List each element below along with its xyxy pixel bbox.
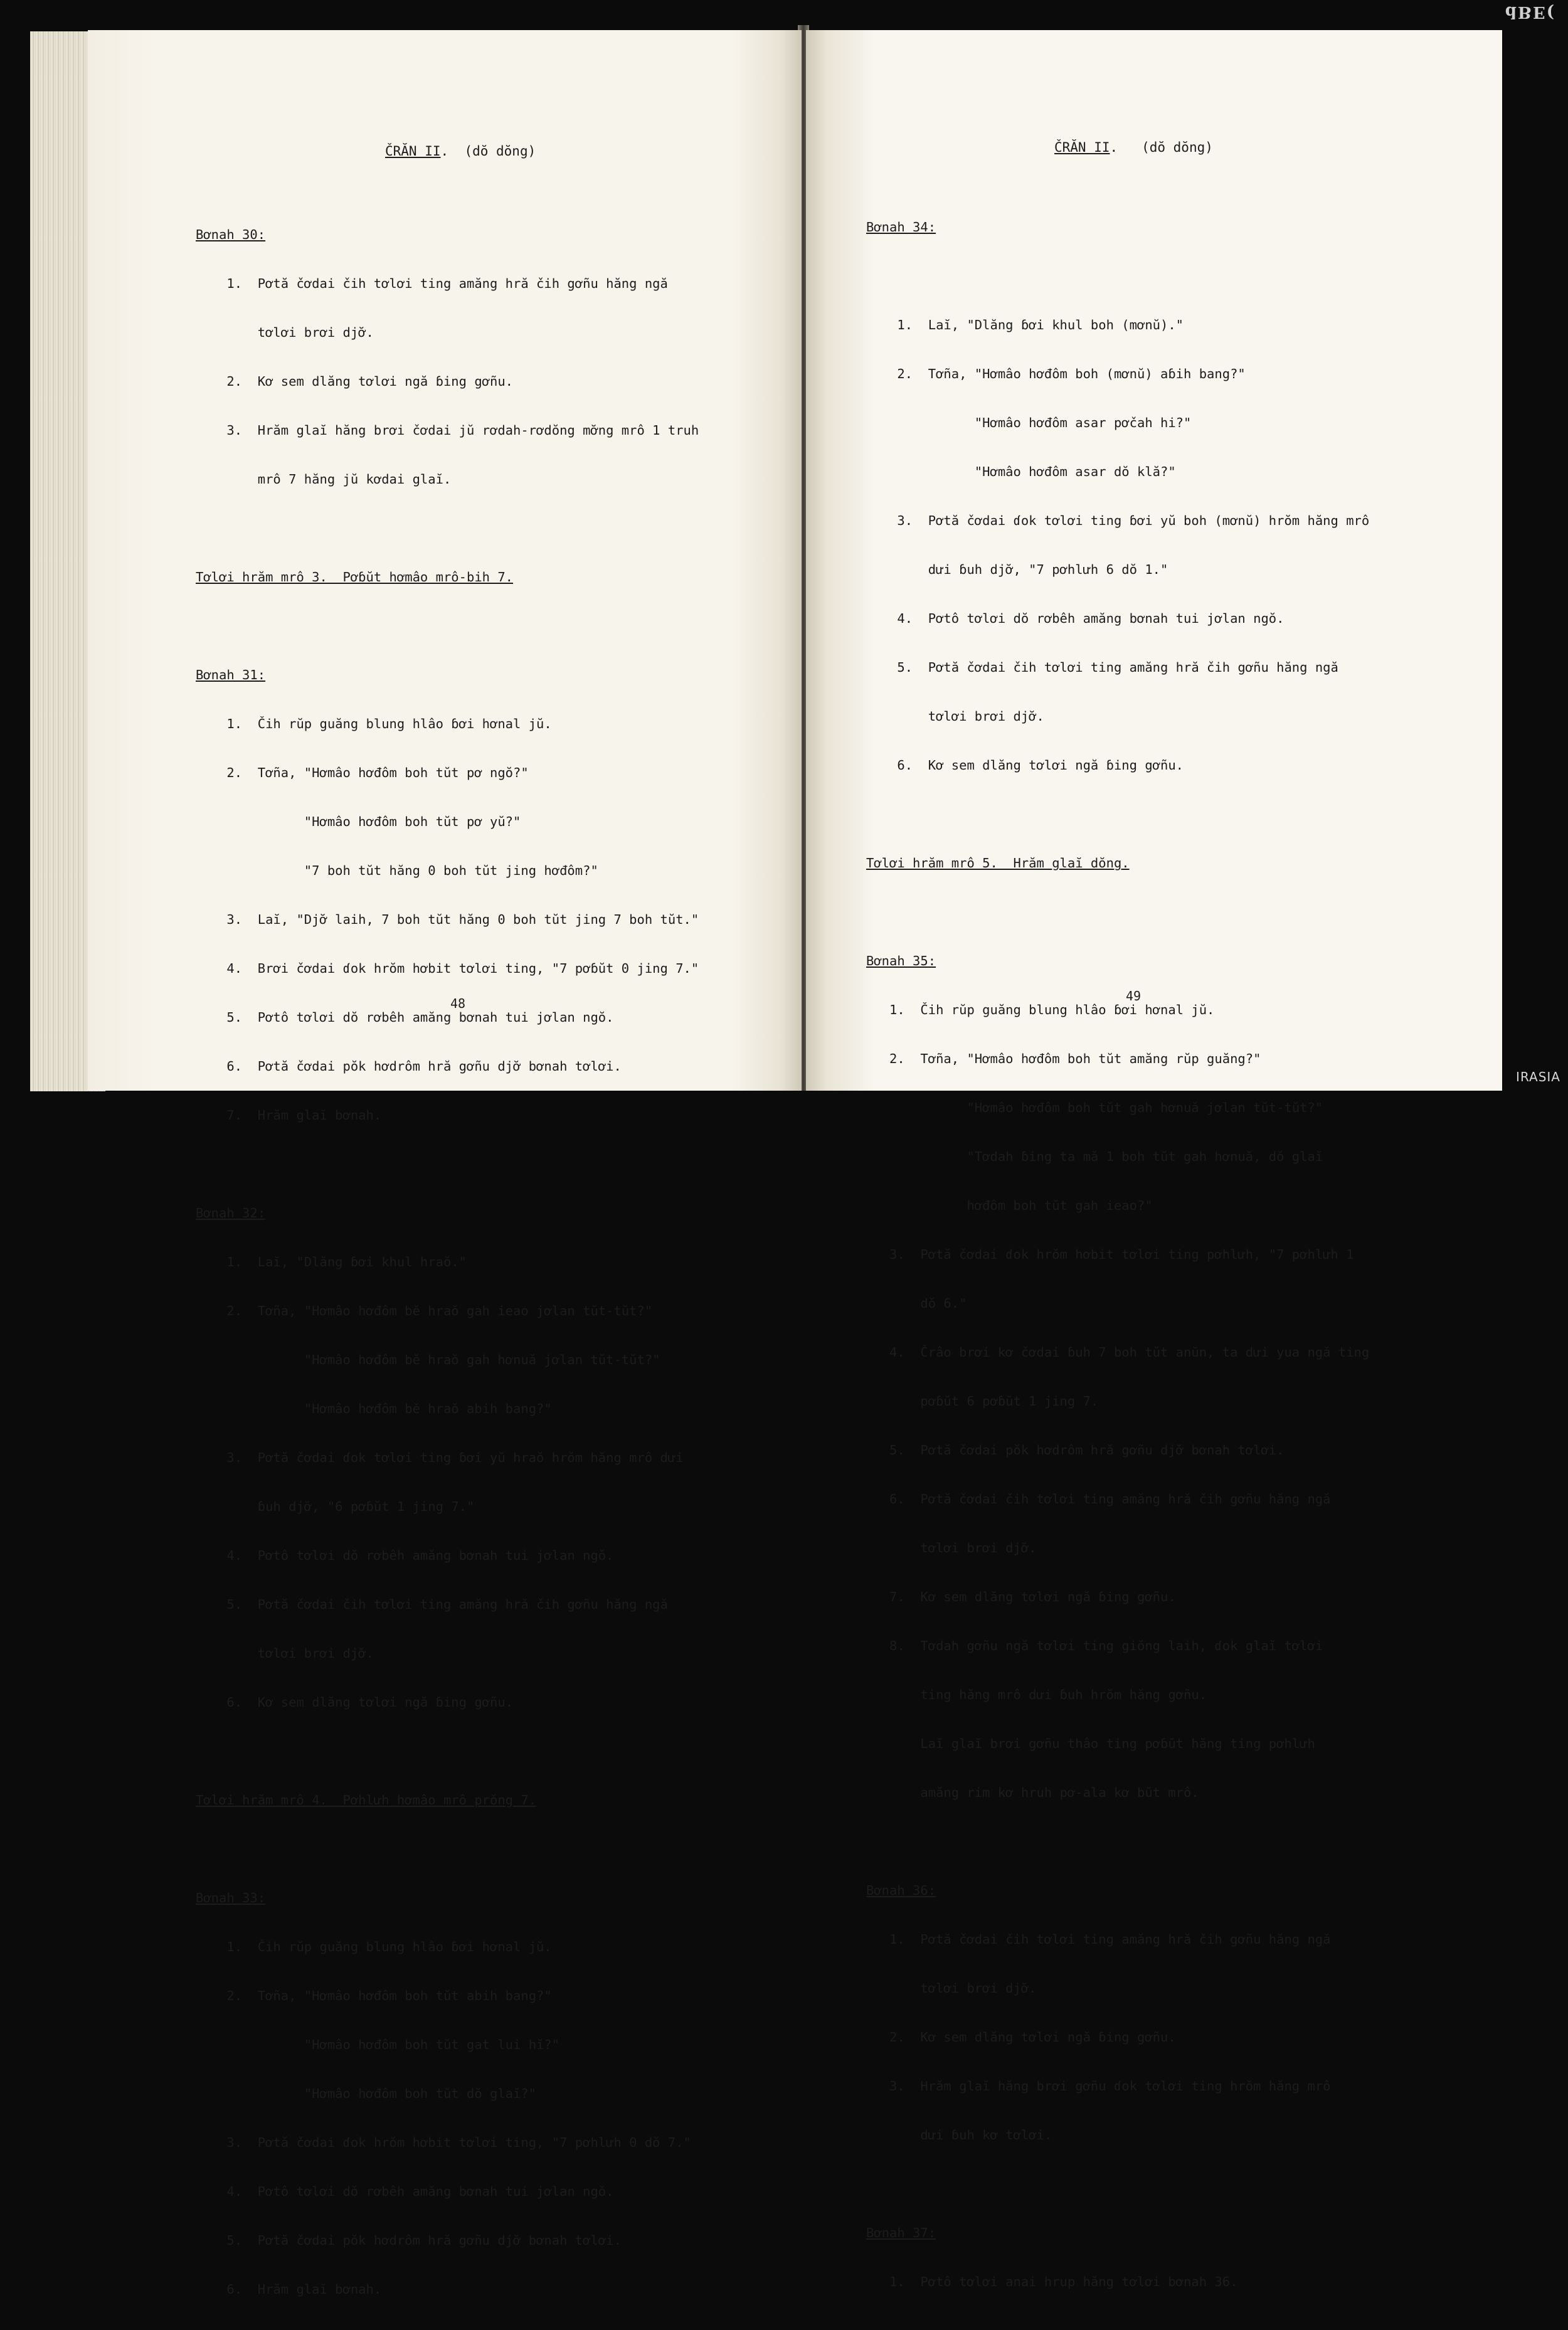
list-item: "Hơmâo hơđôm bĕ hraŏ gah hơnuă jơlan tŭt-tŭt?" xyxy=(196,1352,660,1367)
corner-text: dBE( xyxy=(1505,3,1555,21)
list-item: 1. Laĭ, "Dlăng ɓơi khul boh (mơnŭ)." xyxy=(866,317,1184,332)
right-page-number: 49 xyxy=(1126,988,1142,1003)
list-item: amăng rim kơ hruh pơ-ala kơ bŭt mrô. xyxy=(866,1785,1199,1800)
left-section-30 xyxy=(196,194,699,2330)
list-item: "Hơmâo hơđôm boh tŭt gat lui hĭ?" xyxy=(196,2037,560,2052)
list-item: "7 boh tŭt hăng 0 boh tŭt jing hơđôm?" xyxy=(196,863,598,878)
section-title: Bơnah 37: xyxy=(866,2225,936,2240)
list-item: 2. Tơña, "Hơmâo hơđôm boh tŭt pơ ngŏ?" xyxy=(196,765,529,780)
list-item: 6. Kơ sem dlăng tơlơi ngă ɓing gơñu. xyxy=(866,758,1184,773)
list-item: 1. Pơtă čơdai čih tơlơi ting amăng hră čih gơñu hăng ngă xyxy=(866,1932,1331,1947)
list-item: 1. Čih rŭp guăng blung hlâo ɓơi hơnal jŭ. xyxy=(196,1939,552,1954)
list-item: 2. Tơña, "Hơmâo hơđôm boh tŭt abih bang?" xyxy=(196,1988,552,2003)
list-item: 4. Črâo brơi kơ čơdai ɓuh 7 boh tŭt anŭn, ta dưi yua ngă ting xyxy=(866,1345,1370,1360)
list-item: tơlơi brơi djơ̆. xyxy=(196,1646,374,1661)
list-item: 1. Pơtô tơlơi anai hrup hăng tơlơi bơnah 36. xyxy=(866,2274,1238,2289)
list-item: hơđôm boh tŭt gah ieao?" xyxy=(866,1198,1153,1213)
list-item: 2. Tơña, "Hơmâo hơđôm bĕ hraŏ gah ieao jơlan tŭt-tŭt?" xyxy=(196,1303,653,1318)
list-item: 7. Kơ sem dlăng tơlơi ngă ɓing gơñu. xyxy=(866,1589,1176,1604)
list-item: "Hơmâo hơđôm boh tŭt pơ yŭ?" xyxy=(196,814,521,829)
list-item: 5. Pơtă čơdai čih tơlơi ting amăng hră čih gơñu hăng ngă xyxy=(196,1597,668,1612)
list-item: 4. Pơtô tơlơi dŏ rơbêh amăng bơnah tui jơlan ngŏ. xyxy=(196,2184,614,2199)
list-item: 4. Pơtô tơlơi dŏ rơbêh amăng bơnah tui jơlan ngŏ. xyxy=(196,1548,614,1563)
watermark: IRASIA xyxy=(1516,1069,1560,1084)
list-item: ɓuh djơ̆, "6 pơɓŭt 1 jing 7." xyxy=(196,1499,475,1514)
list-item: 3. Laĭ, "Djơ̆ laih, 7 boh tŭt hăng 0 boh tŭt jing 7 boh tŭt." xyxy=(196,912,699,927)
list-item: dŏ 6." xyxy=(866,1296,967,1311)
list-item: 1. Pơtă čơdai čih tơlơi ting amăng hră čih gơñu hăng ngă xyxy=(196,276,668,291)
section-title: Bơnah 31: xyxy=(196,667,266,682)
list-item: tơlơi brơi djơ̆. xyxy=(866,1981,1037,1996)
section-title: Bơnah 32: xyxy=(196,1205,266,1221)
list-item: ting hăng mrô dưi ɓuh hrŏm hăng gơñu. xyxy=(866,1687,1207,1702)
list-item: "Hơmâo hơđôm boh tŭt dŏ glaĭ?" xyxy=(196,2086,537,2101)
list-item: dưi ɓuh djơ̆, "7 pơhlưh 6 dŏ 1." xyxy=(866,562,1168,577)
lesson-title: Tơlơi hrăm mrô 3. Pơɓŭt hơmâo mrô-bih 7. xyxy=(196,569,514,585)
list-item: 2. Tơña, "Hơmâo hơđôm boh tŭt amăng rŭp guăng?" xyxy=(866,1051,1261,1066)
left-heading xyxy=(385,143,536,159)
section-title: Bơnah 33: xyxy=(196,1890,266,1905)
list-item: dưi ɓuh kơ tơlơi. xyxy=(866,2127,1052,2142)
section-title: Bơnah 34: xyxy=(866,220,936,235)
list-item: "Hơmâo hơđôm asar pơčah hi?" xyxy=(866,415,1192,430)
lesson-title: Tơlơi hrăm mrô 4. Pơhlưh hơmâo mrô prŏng 7. xyxy=(196,1793,537,1808)
list-item: 5. Pơtă čơdai čih tơlơi ting amăng hră čih gơñu hăng ngă xyxy=(866,660,1338,675)
list-item: 3. Pơtă čơdai ɗok tơlơi ting ɓơi yŭ hraŏ hrŏm hăng mrô dưi xyxy=(196,1450,684,1465)
list-item: "Tơdah ɓing ta mă 1 boh tŭt gah hơnuă, dŏ glaĭ xyxy=(866,1149,1323,1164)
list-item: 6. Pơtă čơdai čih tơlơi ting amăng hră čih gơñu hăng ngă xyxy=(866,1491,1331,1507)
right-heading-title: ČRĂN II xyxy=(1054,140,1110,155)
list-item: 3. Pơtă čơdai ɗok tơlơi ting ɓơi yŭ boh (mơnŭ) hrŏm hăng mrô xyxy=(866,513,1370,528)
right-heading-suffix: . (dŏ dŏng) xyxy=(1110,140,1213,155)
list-item: mrô 7 hăng jŭ kơdai glaĭ. xyxy=(196,472,452,487)
list-item: Laĭ glaĭ brơi gơñu thâo ting pơɓŭt hăng ting pơhlưh xyxy=(866,1736,1315,1751)
list-item: 6. Kơ sem dlăng tơlơi ngă ɓing gơñu. xyxy=(196,1695,514,1710)
section-title: Bơnah 35: xyxy=(866,953,936,968)
right-heading xyxy=(1054,139,1213,156)
list-item: "Hơmâo hơđôm asar dŏ klă?" xyxy=(866,464,1176,479)
section-title: Bơnah 36: xyxy=(866,1883,936,1898)
right-page xyxy=(806,30,1502,2289)
list-item: 2. Kơ sem dlăng tơlơi ngă ɓing gơñu. xyxy=(866,2030,1176,2045)
left-page xyxy=(88,30,802,2297)
list-item: 5. Pơtô tơlơi dŏ rơbêh amăng bơnah tui jơlan ngŏ. xyxy=(196,1010,614,1025)
list-item: 6. Hrăm glaĭ bơnah. xyxy=(196,2282,382,2297)
left-page-number: 48 xyxy=(450,996,466,1011)
list-item: 3. Pơtă čơdai ɗok hrŏm hơbit tơlơi ting pơhlưh, "7 pơhlưh 1 xyxy=(866,1247,1354,1262)
list-item: "Hơmâo hơđôm bĕ hraŏ abih bang?" xyxy=(196,1401,552,1416)
list-item: 2. Tơña, "Hơmâo hơđôm boh (mơnŭ) aɓih bang?" xyxy=(866,366,1246,381)
list-item: 4. Pơtô tơlơi dŏ rơbêh amăng bơnah tui jơlan ngŏ. xyxy=(866,611,1285,626)
list-item: tơlơi brơi djơ̆. xyxy=(866,709,1044,724)
list-item: tơlơi brơi djơ̆. xyxy=(196,325,374,340)
list-item: 3. Hrăm glaĭ hăng brơi čơdai jŭ rơdah-rơdŏng mơ̆ng mrô 1 truh xyxy=(196,423,699,438)
list-item: 4. Brơi čơdai ɗok hrŏm hơbit tơlơi ting, "7 pơɓŭt 0 jing 7." xyxy=(196,961,699,976)
left-heading-suffix: . (dŏ dŏng) xyxy=(440,144,536,159)
list-item: 6. Pơtă čơdai pŏk hơdrôm hră gơñu djơ̆ bơnah tơlơi. xyxy=(196,1059,622,1074)
list-item: 2. Kơ sem dlăng tơlơi ngă ɓing gơñu. xyxy=(196,374,514,389)
list-item: 3. Hrăm glaĭ hăng brơi gơñu ɗok tơlơi ting hrŏm hăng mrô xyxy=(866,2078,1331,2094)
left-heading-title: ČRĂN II xyxy=(385,144,441,159)
section-title: Bơnah 30: xyxy=(196,227,266,242)
list-item: 3. Pơtă čơdai ɗok hrŏm hơbit tơlơi ting, "7 pơhlưh 0 dŏ 7." xyxy=(196,2135,691,2150)
list-item: 7. Hrăm glaĭ bơnah. xyxy=(196,1108,382,1123)
list-item: 1. Čih rŭp guăng blung hlâo ɓơi hơnal jŭ. xyxy=(196,716,552,731)
list-item: 5. Pơtă čơdai pŏk hơdrôm hră gơñu djơ̆ bơnah tơlơi. xyxy=(196,2233,622,2248)
list-item: pơɓŭt 6 pơɓŭt 1 jing 7. xyxy=(866,1394,1099,1409)
list-item: "Hơmâo hơđôm boh tŭt gah hơnuă jơlan tŭt-tŭt?" xyxy=(866,1100,1323,1115)
list-item: 1. Laĭ, "Dlăng ɓơi khul hraŏ." xyxy=(196,1254,467,1269)
list-item: 1. Čih rŭp guăng blung hlâo ɓơi hơnal jŭ. xyxy=(866,1002,1215,1017)
list-item: tơlơi brơi djơ̆. xyxy=(866,1540,1037,1555)
lesson-title: Tơlơi hrăm mrô 5. Hrăm glaĭ dŏng. xyxy=(866,855,1130,871)
right-section-34 xyxy=(866,186,1369,2322)
list-item: 8. Tơdah gơñu ngă tơlơi ting giŏng laih, ɗok glaĭ tơlơi xyxy=(866,1638,1323,1653)
list-item: 5. Pơtă čơdai pŏk hơdrôm hră gơñu djơ̆ bơnah tơlơi. xyxy=(866,1443,1285,1458)
